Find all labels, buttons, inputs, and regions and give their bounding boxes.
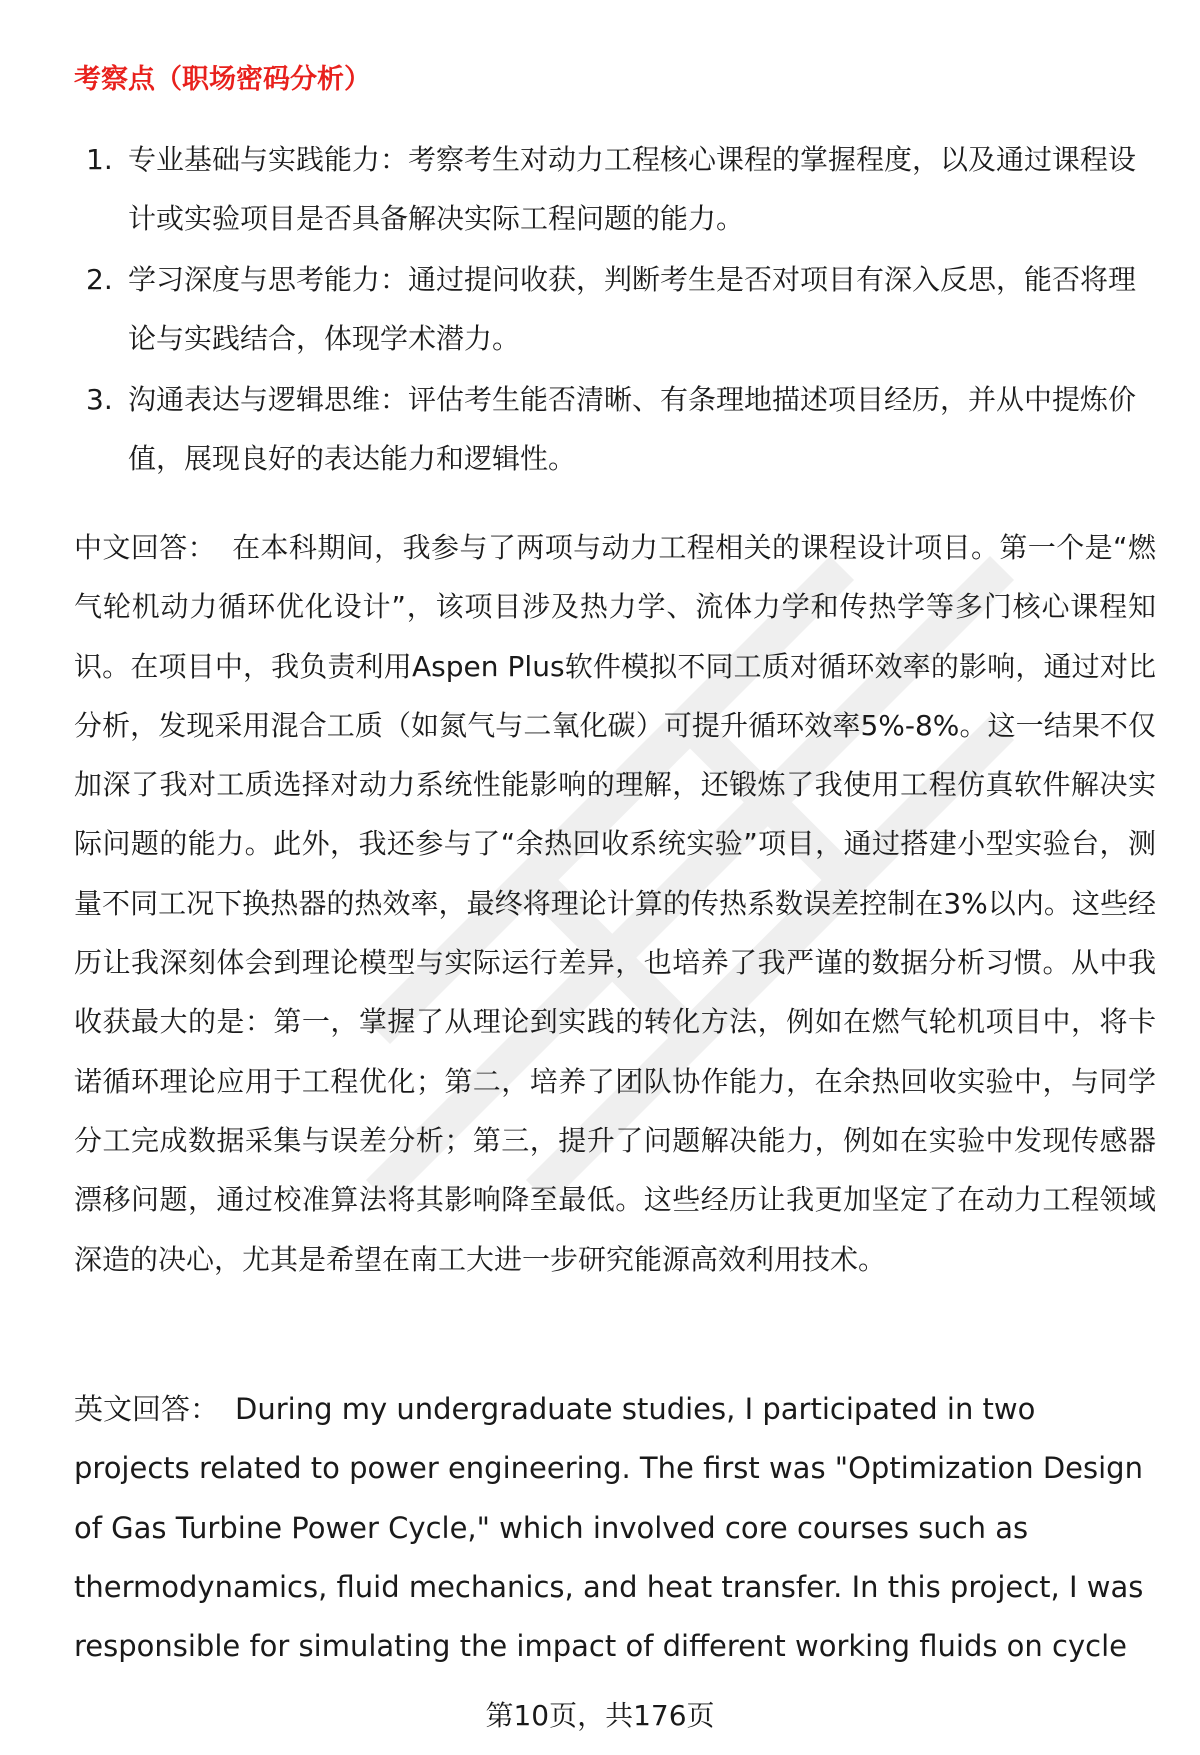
section-title: 考察点（职场密码分析） xyxy=(74,64,371,95)
list-item-number: 3. xyxy=(86,383,113,416)
list-item xyxy=(74,370,1150,488)
list-item xyxy=(74,130,1150,248)
list-item xyxy=(74,250,1150,368)
page-footer: 第10页，共176页 xyxy=(485,1699,715,1732)
chinese-answer-text: 在本科期间，我参与了两项与动力工程相关的课程设计项目。第一个是“燃气轮机动力循环优化设计”，该项目涉及热力学、流体力学和传热学等多门核心课程知识。在项目中，我负责利用Aspen Plus软件模拟不同工质对循环效率的影响，通过对比分析，发现采用混合工质（如氮气与二氧化碳）可提升循环效率5%-8%。这一结果不仅加深了我对工质选择对动力系统性能影响的理解，还锻炼了我使用工程仿真软件解决实际问题的能力。此外，我还参与了“余热回收系统实验”项目，通过搭建小型实验台，测量不同工况下换热器的热效率，最终将理论计算的传热系数误差控制在3%以内。这些经历让我深刻体会到理论模型与实际运行差异，也培养了我严谨的数据分析习惯。从中我收获最大的是：第一，掌握了从理论到实践的转化方法，例如在燃气轮机项目中，将卡诺循环理论应用于工程优化；第二，培养了团队协作能力，在余热回收实验中，与同学分工完成数据采集与误差分析；第三，提升了问题解决能力，例如在实验中发现传感器漂移问题，通过校准算法将其影响降至最低。这些经历让我更加坚定了在动力工程领域深造的决心，尤其是希望在南工大进一步研究能源高效利用技术。 xyxy=(74,531,1156,1276)
list-item-text: 专业基础与实践能力：考察考生对动力工程核心课程的掌握程度，以及通过课程设计或实验项目是否具备解决实际工程问题的能力。 xyxy=(128,143,1137,235)
list-item-text: 学习深度与思考能力：通过提问收获，判断考生是否对项目有深入反思，能否将理论与实践结合，体现学术潜力。 xyxy=(128,263,1137,355)
list-item-number: 2. xyxy=(86,263,113,296)
english-answer-text: During my undergraduate studies, I participated in two projects related to power engineering. The first was "Optimization Design of Gas Turbine Power Cycle," which involved core courses such as thermodynamics, fluid mechanics, and heat transfer. In this project, I was responsible for simulating the impact of different working fluids on cycle xyxy=(74,1392,1144,1664)
english-answer-paragraph xyxy=(74,1380,1156,1676)
english-answer-label: 英文回答： xyxy=(74,1392,220,1426)
list-item-text: 沟通表达与逻辑思维：评估考生能否清晰、有条理地描述项目经历，并从中提炼价值，展现良好的表达能力和逻辑性。 xyxy=(128,383,1137,475)
chinese-answer-label: 中文回答： xyxy=(74,531,217,564)
assessment-points-list xyxy=(74,130,1150,490)
list-item-number: 1. xyxy=(86,143,113,176)
chinese-answer-paragraph xyxy=(74,518,1156,1289)
